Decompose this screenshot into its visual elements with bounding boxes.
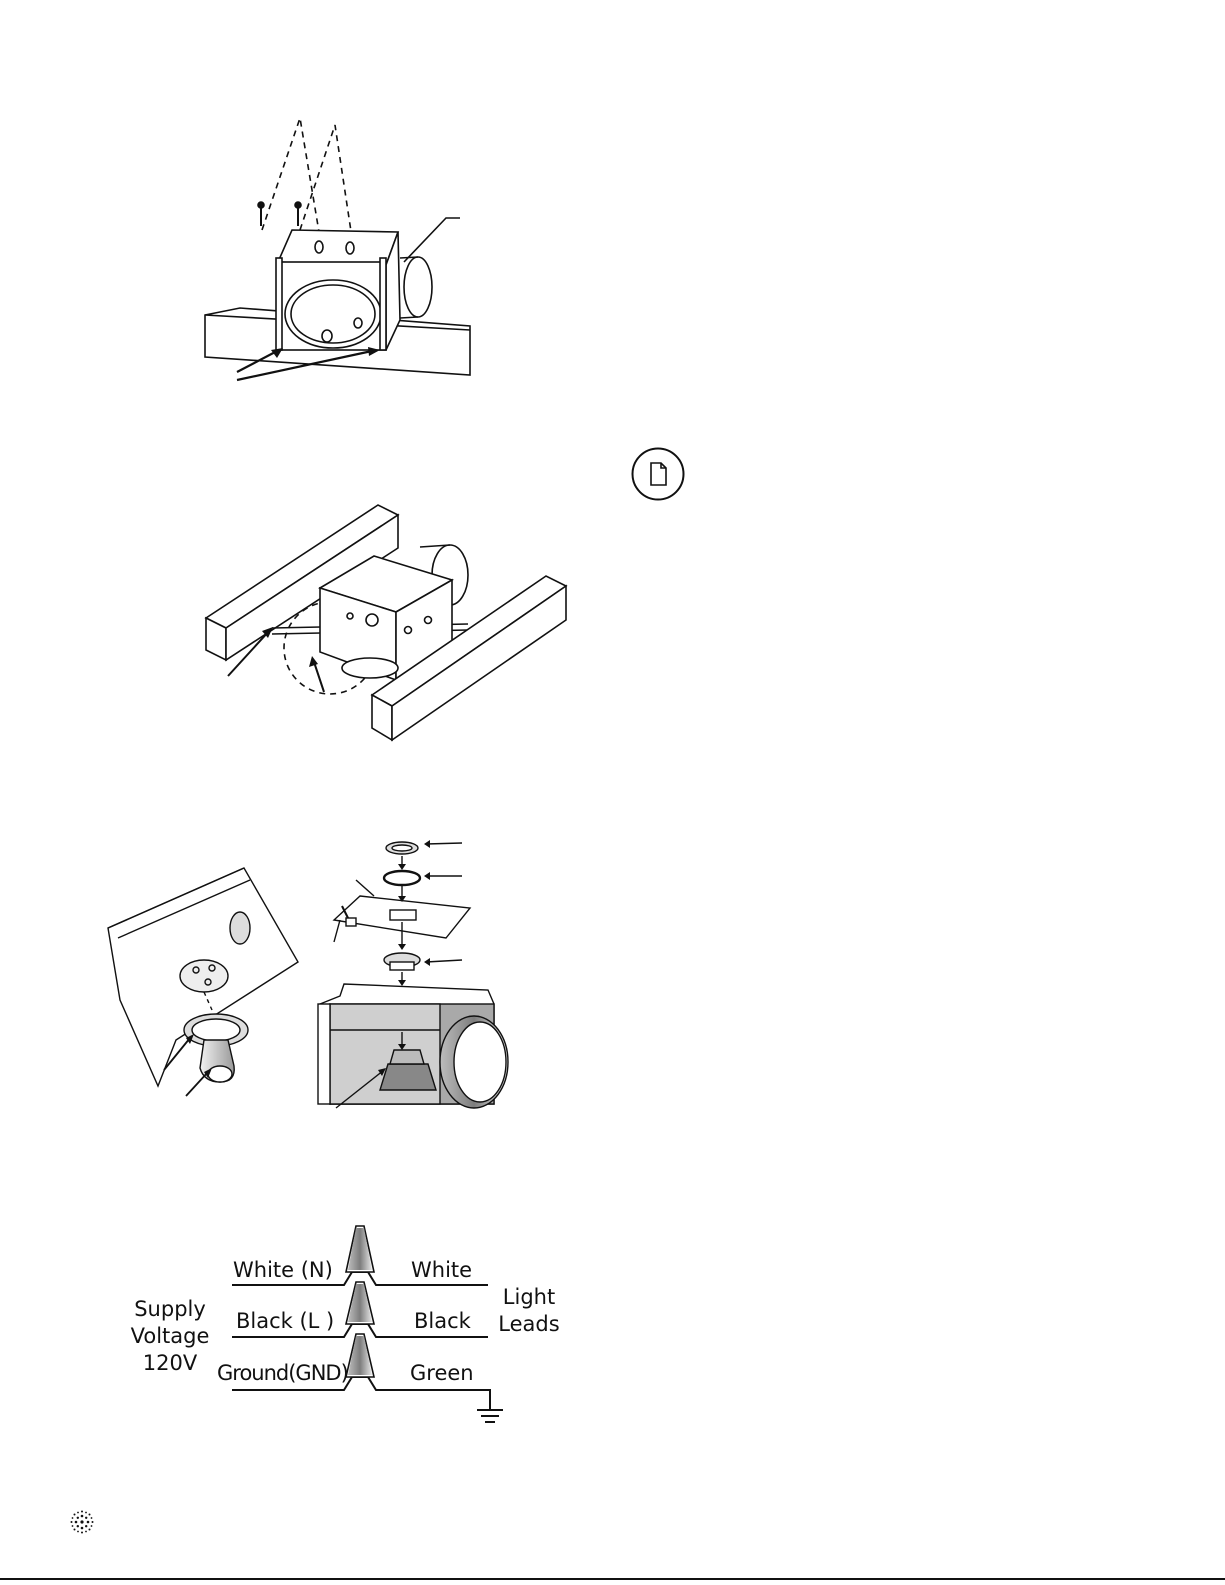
supply-line-2: Voltage [130,1324,210,1348]
light-leads-label [492,1284,566,1338]
wire-label-left-white: White (N) [233,1258,333,1282]
light-line-1: Light [502,1285,556,1309]
wire-label-left-ground: Ground(GND) [217,1361,348,1385]
dotted-circle-logo-icon [70,1510,94,1534]
wire-label-left-black: Black (L ) [236,1309,335,1333]
footer-rule [0,1578,1225,1580]
wire-label-right-white: White [411,1258,473,1282]
wire-label-right-green: Green [410,1361,474,1385]
supply-line-1: Supply [134,1297,206,1321]
ground-icon [477,1410,503,1422]
wire-label-right-black: Black [414,1309,471,1333]
supply-voltage-label [120,1296,220,1377]
supply-line-3: 120V [142,1351,198,1375]
light-line-2: Leads [498,1312,560,1336]
